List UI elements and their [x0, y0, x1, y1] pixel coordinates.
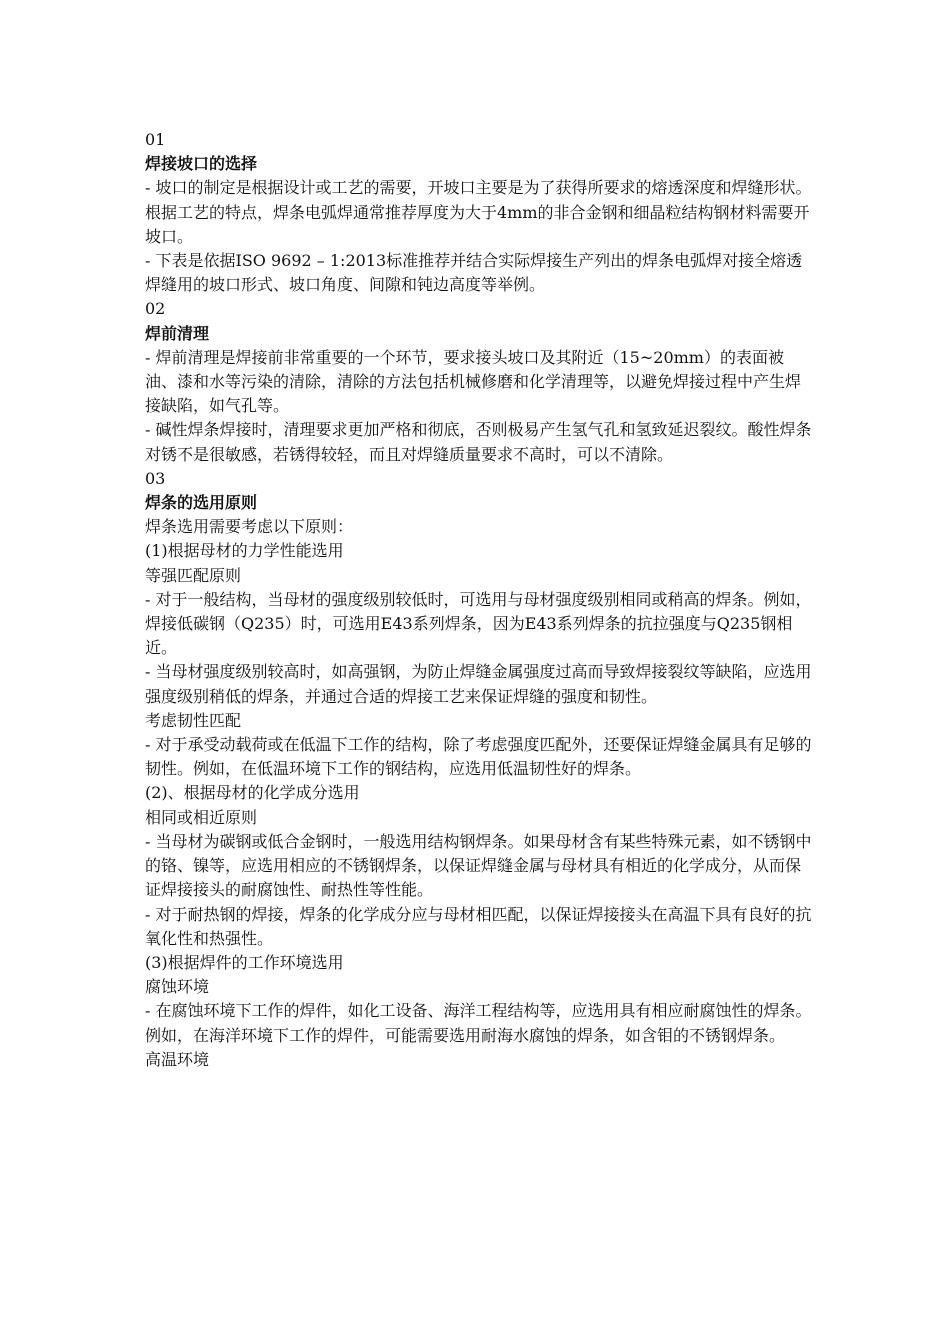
paragraph: - 当母材强度级别较高时，如高强钢，为防止焊缝金属强度过高而导致焊接裂纹等缺陷，应选用强度级别稍低的焊条，并通过合适的焊接工艺来保证焊缝的强度和韧性。 — [145, 662, 812, 706]
section-number: 01 — [145, 130, 166, 149]
section-title: 焊接坡口的选择 — [145, 154, 258, 174]
paragraph: - 坡口的制定是根据设计或工艺的需要，开坡口主要是为了获得所要求的熔透深度和焊缝形状。根据工艺的特点，焊条电弧焊通常推荐厚度为大于4mm的非合金钢和细晶粒结构钢材料需要开坡口。 — [145, 178, 812, 246]
paragraph: - 对于一般结构，当母材的强度级别较低时，可选用与母材强度级别相同或稍高的焊条。例如，焊接低碳钢（Q235）时，可选用E43系列焊条，因为E43系列焊条的抗拉强度与Q235钢相近。 — [145, 589, 812, 658]
paragraph: - 对于耐热钢的焊接，焊条的化学成分应与母材相匹配，以保证焊接接头在高温下具有良好的抗氧化性和热强性。 — [145, 904, 812, 948]
paragraph: 焊条选用需要考虑以下原则： — [145, 517, 354, 537]
document-body — [145, 128, 815, 1072]
section-title: 焊前清理 — [145, 323, 210, 343]
section-number: 02 — [145, 299, 166, 319]
subheading: 腐蚀环境 — [145, 977, 210, 997]
subheading: 等强匹配原则 — [145, 565, 242, 585]
paragraph: - 焊前清理是焊接前非常重要的一个环节，要求接头坡口及其附近（15~20mm）的表面被油、漆和水等污染的清除，清除的方法包括机械修磨和化学清理等，以避免焊接过程中产生焊接缺陷，如气孔等。 — [145, 347, 802, 416]
subheading: 相同或相近原则 — [145, 807, 258, 827]
section-title: 焊条的选用原则 — [145, 493, 258, 513]
section-03 — [145, 467, 815, 1072]
paragraph: - 碱性焊条焊接时，清理要求更加严格和彻底，否则极易产生氢气孔和氢致延迟裂纹。酸性焊条对锈不是很敏感，若锈得较轻，而且对焊缝质量要求不高时，可以不清除。 — [145, 420, 812, 464]
section-number: 03 — [145, 468, 166, 488]
section-02 — [145, 297, 815, 466]
subheading: (1)根据母材的力学性能选用 — [145, 541, 344, 561]
subheading: (2)、根据母材的化学成分选用 — [145, 783, 360, 803]
subheading: (3)根据焊件的工作环境选用 — [145, 952, 344, 972]
subheading: 考虑韧性匹配 — [145, 710, 242, 730]
section-01 — [145, 128, 815, 297]
paragraph: - 当母材为碳钢或低合金钢时，一般选用结构钢焊条。如果母材含有某些特殊元素，如不锈钢中的铬、镍等，应选用相应的不锈钢焊条，以保证焊缝金属与母材具有相近的化学成分，从而保证焊接接头的耐腐蚀性、耐热性等性能。 — [145, 831, 812, 900]
paragraph: - 对于承受动载荷或在低温下工作的结构，除了考虑强度匹配外，还要保证焊缝金属具有足够的韧性。例如，在低温环境下工作的钢结构，应选用低温韧性好的焊条。 — [145, 735, 812, 779]
subheading: 高温环境 — [145, 1049, 210, 1069]
paragraph: - 下表是依据ISO 9692 – 1:2013标准推荐并结合实际焊接生产列出的焊条电弧焊对接全熔透焊缝用的坡口形式、坡口角度、间隙和钝边高度等举例。 — [145, 251, 803, 295]
paragraph: - 在腐蚀环境下工作的焊件，如化工设备、海洋工程结构等，应选用具有相应耐腐蚀性的焊条。例如，在海洋环境下工作的焊件，可能需要选用耐海水腐蚀的焊条，如含钼的不锈钢焊条。 — [145, 1001, 812, 1045]
